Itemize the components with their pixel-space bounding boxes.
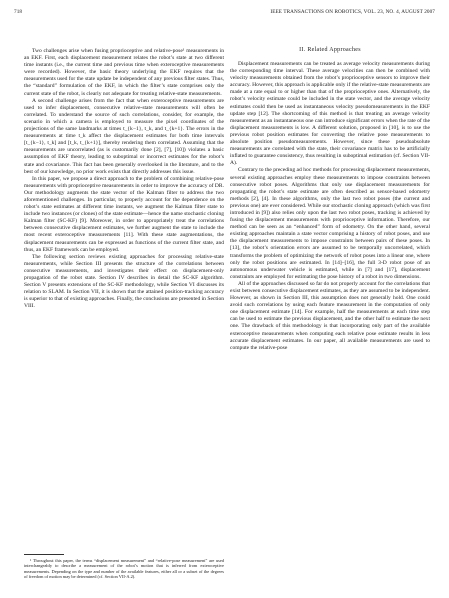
paragraph: In this paper, we propose a direct approach to the problem of combining relative-pose measurements with proprioceptive measurements in order to improve the accuracy of DR. Our methodology augments the state vector of the Kalman filter to address the two aforementioned challenges. In particular, to properly account for the dependence on the robot’s state estimates at different time instants, we augment the Kalman filter state to include two instances (or clones) of the state estimate—hence the name stochastic cloning Kalman filter (SC-KF) [9]. Moreover, in order to appropriately treat the correlations between consecutive displacement estimates, we further augment the state to include the most recent exteroceptive measurements [11]. With these state augmentations, the displacement measurements can be expressed as functions of the current filter state, and thus, an EKF framework can be employed. — [24, 175, 224, 253]
left-column — [24, 48, 224, 310]
paragraph: All of the approaches discussed so far do not properly account for the correlations that exist between consecutive displacement estimates, as they are assumed to be independent. However, as shown in Section III, this assumption does not generally hold. One could avoid such correlations by using each feature measurement in the computation of only one displacement estimate [14]. For example, half the measurements at each time step can be used to estimate the previous displacement, and the other half to estimate the next one. The drawback of this methodology is that incorporating only part of the available exteroceptive measurements when computing each relative pose estimate results in less accurate displacement estimates. In our paper, all available measurements are used to compute the relative-pose — [230, 280, 430, 351]
paragraph: A second challenge arises from the fact that when exteroceptive measurements are used to infer displacement, consecutive relative-state measurements will often be correlated. To understand the source of such correlations, consider, for example, the scenario in which a camera is employed to measure the pixel coordinates of the projections of the same landmarks at times t_{k−1}, t_k, and t_{k+1}. The errors in the measurements at time t_k affect the displacement estimates for both time intervals [t_{k−1}, t_k] and [t_k, t_{k+1}], thereby rendering them correlated. Assuming that the measurements are uncorrelated (as is customarily done [2], [7], [10]) violates a basic assumption of EKF theory, leading to suboptimal or incorrect estimates for the robot’s state and covariance. This fact has been generally overlooked in the literature, and to the best of our knowledge, no prior work exists that directly addresses this issue. — [24, 97, 224, 175]
right-column — [230, 46, 430, 352]
section-heading: II. Related Approaches — [299, 47, 361, 53]
paragraph: The following section reviews existing approaches for processing relative-state measurements, while Section III presents the structure of the correlations between consecutive measurements, and investigates their effect on displacement-only propagation of the robot state. Section IV describes in detail the SC-KF algorithm. Section V presents extensions of the SC-KF methodology, while Section VI discusses its relation to SLAM. In Section VII, it is shown that the attained position-tracking accuracy is superior to that of existing approaches. Finally, the conclusions are presented in Section VIII. — [24, 253, 224, 310]
paragraph: Displacement measurements can be treated as average velocity measurements during the corresponding time interval. These average velocities can then be combined with velocity measurements obtained from the robot’s proprioceptive sensors to improve their accuracy. However, this approach is applicable only if the relative-state measurements are made at a rate equal to or higher than that of the proprioceptive ones. Alternatively, the robot’s velocity estimate could be included in the state vector, and the average velocity estimates could then be used as instantaneous velocity pseudomeasurements in the EKF update step [12]. The shortcoming of this method is that treating an average velocity measurement as an instantaneous one can introduce significant errors when the rate of the displacement measurements is low. A different solution, proposed in [10], is to use the previous robot position estimates for converting the relative pose measurements to absolute position pseudomeasurements. However, since these pseudoabsolute measurements are correlated with the state, their covariance matrix has to be artificially inflated to guarantee consistency, thus resulting in suboptimal estimation (cf. Section VII-A). — [230, 61, 430, 167]
running-header — [14, 9, 435, 19]
paragraph: Two challenges arise when fusing proprioceptive and relative-pose¹ measurements in an EKF. First, each displacement measurement relates the robot’s state at two different time instants (i.e., the current time and previous time when exteroceptive measurements were recorded). However, the basic theory underlying the EKF requires that the measurements used for the state update be independent of any previous filter states. Thus, the “standard” formulation of the EKF, in which the filter’s state comprises only the current state of the robot, is clearly not adequate for treating relative-state measurements. — [24, 48, 224, 97]
footnote — [24, 554, 224, 580]
paragraph: Contrary to the preceding ad hoc methods for processing displacement measurements, several existing approaches employ these measurements to impose constraints between consecutive robot poses. Algorithms that only use displacement measurements for propagating the robot’s state estimate are often described as sensor-based odometry methods [2], [4]. In these algorithms, only the last two robot poses (the current and previous one) are ever considered. While our stochastic cloning approach (which was first introduced in [9]) also relies only upon the last two robot poses, tracking is achieved by fusing the displacement measurements with proprioceptive information. Therefore, our method can be seen as an “enhanced” form of odometry. On the other hand, several existing approaches maintain a state vector comprising a history of robot poses, and use the displacement measurements to impose constraints between pairs of these poses. In [13], the robot’s orientation errors are assumed to be temporally uncorrelated, which transforms the problem of optimizing the network of robot poses into a linear one, where only the robot positions are estimated. In [14]–[16], the full 3-D robot pose of an autonomous underwater vehicle is estimated, while in [7] and [17], displacement constraints are employed for estimating the pose history of a robot in two dimensions. — [230, 167, 430, 280]
footnote-rule — [24, 554, 64, 555]
journal-header: IEEE TRANSACTIONS ON ROBOTICS, VOL. 23, NO. 4, AUGUST 2007 — [270, 9, 435, 15]
footnote-text: ¹ Throughout this paper, the terms “displacement measurement” and “relative-pose measurement” are used interchangeably to describe a measurement of the robot’s motion that is inferred from exteroceptive measurements. Depending on the type and number of the available features, either all or a subset of the degrees of freedom of motion may be determined (cf. Section VII-A.2). — [24, 558, 224, 580]
page-number: 718 — [14, 9, 23, 15]
